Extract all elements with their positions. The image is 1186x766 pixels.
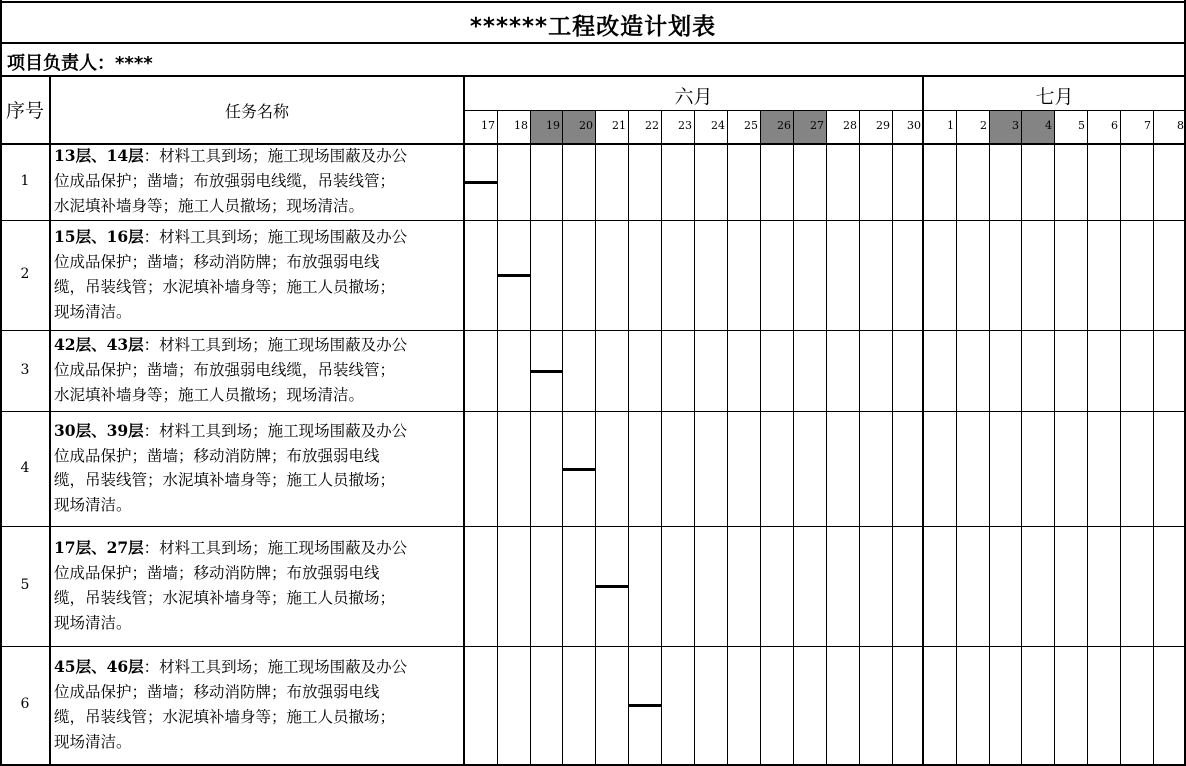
task-floors: 17层、27层 — [54, 538, 144, 558]
day-label: 4 — [1045, 119, 1052, 132]
grid-vline — [727, 110, 728, 766]
task-seq: 1 — [20, 172, 30, 189]
day-label: 6 — [1111, 119, 1118, 132]
day-label: 28 — [843, 119, 857, 132]
day-label: 3 — [1012, 119, 1019, 132]
grid-vline — [1087, 110, 1088, 766]
day-label: 19 — [546, 119, 560, 132]
grid-vline — [0, 0, 2, 766]
grid-hline — [0, 411, 1186, 412]
task-line: 17层、27层：材料工具到场；施工现场围蔽及办公 — [54, 538, 408, 558]
grid-vline — [989, 110, 990, 766]
grid-vline — [661, 110, 662, 766]
day-label: 22 — [645, 119, 659, 132]
grid-vline — [922, 75, 924, 766]
grid-vline — [859, 110, 860, 766]
grid-vline — [892, 110, 893, 766]
task-seq: 4 — [20, 459, 30, 476]
task-description — [54, 144, 464, 218]
task-description — [54, 419, 464, 518]
task-description — [54, 536, 464, 635]
day-label: 1 — [947, 119, 954, 132]
task-line: 位成品保护；凿墙；移动消防牌；布放强弱电线 — [54, 446, 380, 465]
task-line: 现场清洁。 — [54, 732, 132, 751]
grid-hline — [464, 110, 1186, 111]
day-label: 8 — [1177, 119, 1184, 132]
task-line: 位成品保护；凿墙；移动消防牌；布放强弱电线 — [54, 564, 380, 583]
grid-vline — [530, 110, 531, 766]
day-label: 27 — [810, 119, 824, 132]
project-manager-line: 项目负责人：**** — [7, 53, 153, 74]
grid-vline — [562, 110, 563, 766]
day-label: 20 — [579, 119, 593, 132]
grid-vline — [760, 110, 761, 766]
task-seq: 5 — [20, 577, 30, 593]
day-label: 7 — [1144, 119, 1151, 132]
day-label: 5 — [1078, 119, 1085, 132]
task-line: 位成品保护；凿墙；布放强弱电线缆，吊装线管； — [54, 172, 396, 191]
task-floors: 45层、46层 — [54, 657, 144, 677]
day-label: 24 — [711, 119, 725, 132]
task-line: 缆，吊装线管；水泥填补墙身等；施工人员撤场； — [54, 471, 396, 490]
day-label: 23 — [678, 119, 692, 132]
sheet-title: ******工程改造计划表 — [469, 14, 717, 40]
task-seq: 2 — [20, 266, 30, 282]
task-floors: 42层、43层 — [54, 335, 144, 355]
task-floors: 30层、39层 — [54, 420, 144, 440]
day-label: 2 — [980, 119, 987, 132]
grid-vline — [595, 110, 596, 766]
task-line: 30层、39层：材料工具到场；施工现场围蔽及办公 — [54, 420, 408, 440]
month-july: 七月 — [1035, 86, 1074, 108]
grid-vline — [956, 110, 957, 766]
task-line: 缆，吊装线管；水泥填补墙身等；施工人员撤场； — [54, 707, 396, 726]
day-label: 18 — [514, 119, 528, 132]
task-line: 现场清洁。 — [54, 613, 132, 632]
grid-hline — [0, 1, 1186, 3]
grid-vline — [826, 110, 827, 766]
grid-vline — [1153, 110, 1154, 766]
header-seq: 序号 — [5, 100, 44, 122]
day-label: 26 — [777, 119, 791, 132]
day-label: 17 — [481, 119, 495, 132]
task-line: 位成品保护；凿墙；移动消防牌；布放强弱电线 — [54, 683, 380, 702]
grid-hline — [0, 220, 1186, 221]
gantt-bar — [628, 704, 662, 707]
gantt-bar — [464, 181, 498, 184]
task-description — [54, 333, 464, 407]
grid-hline — [0, 75, 1186, 77]
grid-hline — [0, 526, 1186, 527]
task-line: 缆，吊装线管；水泥填补墙身等；施工人员撤场； — [54, 277, 396, 296]
grid-hline — [0, 42, 1186, 44]
grid-vline — [793, 110, 794, 766]
task-line: 45层、46层：材料工具到场；施工现场围蔽及办公 — [54, 657, 408, 677]
task-line: 现场清洁。 — [54, 302, 132, 321]
grid-vline — [1021, 110, 1022, 766]
grid-vline — [1054, 110, 1055, 766]
grid-vline — [1120, 110, 1121, 766]
task-line: 现场清洁。 — [54, 496, 132, 515]
day-label: 21 — [612, 119, 626, 132]
grid-vline — [628, 110, 629, 766]
task-line: 13层、14层：材料工具到场；施工现场围蔽及办公 — [54, 146, 408, 166]
task-line: 位成品保护；凿墙；移动消防牌；布放强弱电线 — [54, 253, 380, 272]
gantt-bar — [530, 370, 563, 373]
task-description — [54, 225, 464, 324]
task-seq: 3 — [20, 361, 30, 378]
task-line: 15层、16层：材料工具到场；施工现场围蔽及办公 — [54, 227, 408, 247]
grid-hline — [0, 646, 1186, 647]
grid-vline — [694, 110, 695, 766]
day-label: 29 — [876, 119, 890, 132]
task-line: 水泥填补墙身等；施工人员撤场；现场清洁。 — [54, 196, 365, 215]
task-seq: 6 — [20, 696, 30, 712]
grid-hline — [0, 330, 1186, 331]
month-june: 六月 — [674, 86, 713, 108]
day-label: 25 — [744, 119, 758, 132]
task-description — [54, 655, 464, 754]
gantt-bar — [497, 274, 531, 277]
task-line: 缆，吊装线管；水泥填补墙身等；施工人员撤场； — [54, 588, 396, 607]
task-line: 位成品保护；凿墙；布放强弱电线缆，吊装线管； — [54, 361, 396, 380]
header-task-name: 任务名称 — [224, 102, 289, 121]
gantt-bar — [595, 585, 629, 588]
grid-vline — [497, 110, 498, 766]
gantt-bar — [562, 468, 596, 471]
day-label: 30 — [907, 119, 921, 132]
task-floors: 13层、14层 — [54, 146, 144, 166]
task-line: 42层、43层：材料工具到场；施工现场围蔽及办公 — [54, 335, 408, 355]
task-floors: 15层、16层 — [54, 227, 144, 247]
task-line: 水泥填补墙身等；施工人员撤场；现场清洁。 — [54, 385, 365, 404]
